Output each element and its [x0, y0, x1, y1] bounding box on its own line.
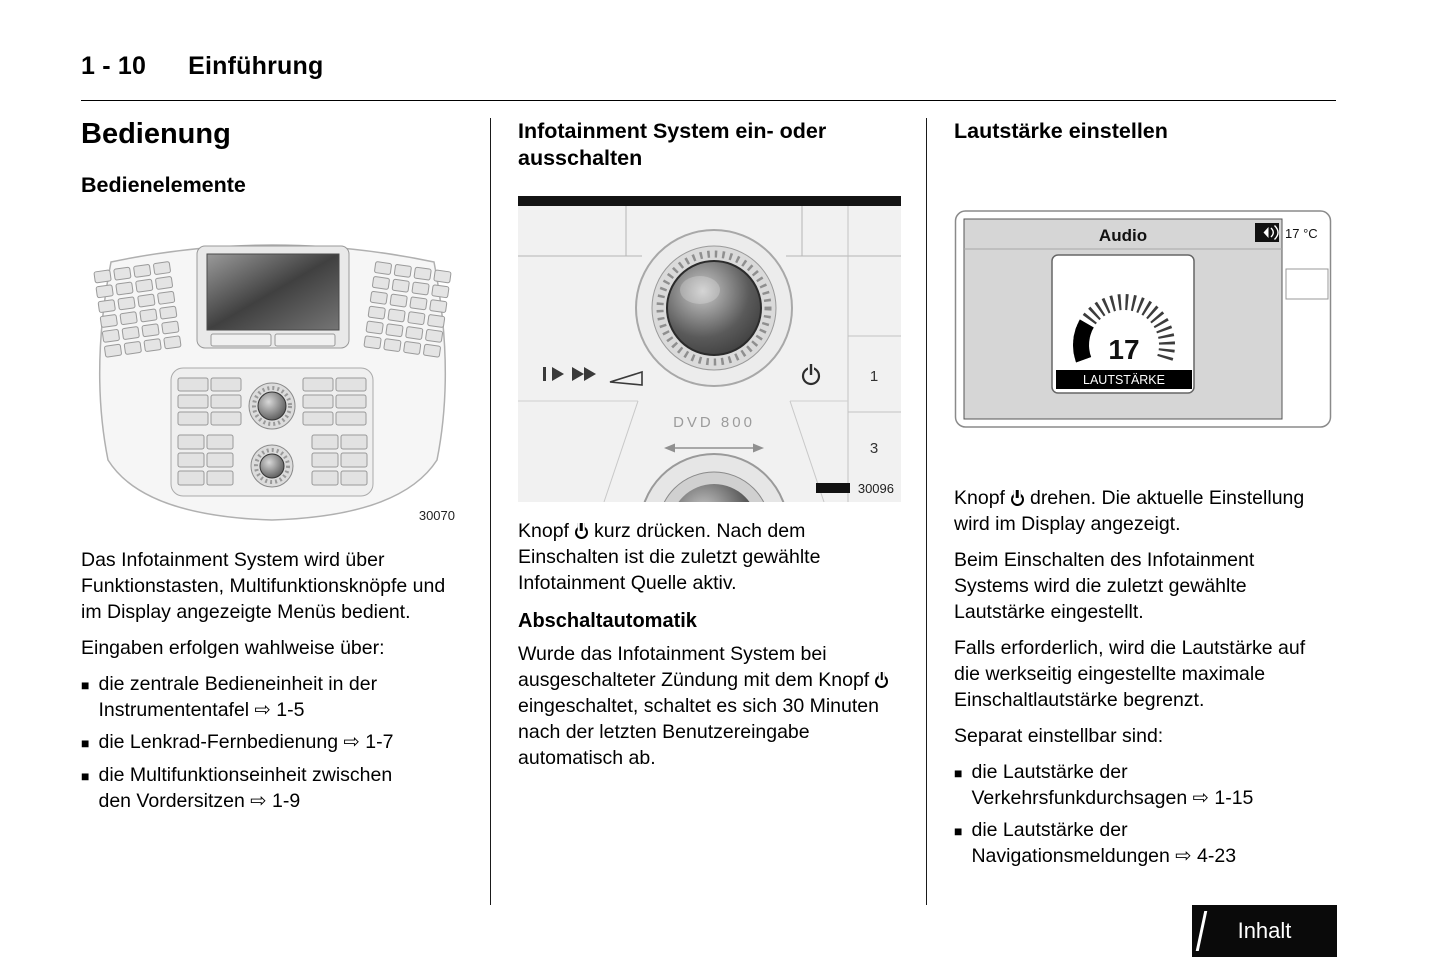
paragraph: Eingaben erfolgen wahlweise über:	[81, 637, 385, 659]
paragraph: Das Infotainment System wird über Funktionstasten, Multifunktionsknöpfe und im Display angezeigte Menüs bedient.	[81, 549, 446, 623]
inhalt-button[interactable]	[1192, 905, 1337, 957]
console-illustration	[81, 220, 464, 531]
text-segment: Knopf	[518, 520, 569, 542]
list-item	[954, 817, 1334, 869]
chapter-title: Einführung	[188, 52, 324, 80]
radio-figure-svg	[518, 196, 901, 502]
list-item-text: die Lautstärke der Navigationsmeldungen ⇨ 4-23	[971, 819, 1237, 867]
list-item-text: die Lautstärke der Verkehrsfunkdurchsagen ⇨ 1-15	[971, 761, 1254, 809]
header-divider	[81, 100, 1336, 101]
column-bedienung	[81, 118, 464, 905]
content-columns	[81, 118, 1334, 905]
paragraph: Falls erforderlich, wird die Lautstärke auf die werkseitig eingestellte maximale Einschaltlautstärke begrenzt.	[954, 637, 1306, 711]
inhalt-label: Inhalt	[1237, 918, 1292, 943]
volume-display-illustration	[954, 207, 1334, 433]
column-lautstaerke	[954, 118, 1334, 905]
paragraph	[518, 518, 900, 596]
column-ein-ausschalten	[518, 118, 900, 905]
power-icon	[875, 675, 888, 688]
paragraph: Beim Einschalten des Infotainment Systems wird die zuletzt gewählte Lautstärke eingestellt.	[954, 549, 1255, 623]
subsection-title: Bedienelemente	[81, 173, 246, 197]
preset-1: 1	[869, 368, 879, 385]
list-item-text: die zentrale Bedieneinheit in der Instrumententafel ⇨ 1-5	[98, 673, 378, 721]
list-item	[954, 759, 1334, 811]
power-icon	[575, 526, 588, 539]
subsection-title: Abschaltautomatik	[518, 610, 697, 632]
volume-value: 17	[1108, 334, 1140, 365]
list-item-text: die Multifunktionseinheit zwischen den Vordersitzen ⇨ 1-9	[98, 764, 393, 812]
display-figure-svg	[954, 207, 1334, 433]
bullet-marker	[81, 729, 89, 756]
list-item-text: die Lenkrad-Fernbedienung ⇨ 1-7	[98, 731, 394, 753]
column-divider	[926, 118, 927, 905]
radio-knob-illustration	[518, 196, 900, 502]
speaker-icon	[1255, 223, 1279, 242]
list-item	[81, 671, 464, 723]
volume-gauge-level	[1081, 324, 1087, 360]
figure-code: 30096	[857, 481, 894, 496]
paragraph: Separat einstellbar sind:	[954, 725, 1164, 747]
section-title: Infotainment System ein- oder ausschalten	[518, 119, 827, 170]
display-source-title: Audio	[1098, 226, 1148, 245]
section-title: Bedienung	[81, 118, 231, 150]
page-header	[81, 52, 323, 81]
temperature-readout: 17 °C	[1285, 226, 1318, 241]
bullet-marker	[954, 759, 962, 811]
text-segment: eingeschaltet, schaltet es sich 30 Minuten nach der letzten Benutzereingabe automatisch ab.	[518, 695, 879, 769]
bullet-marker	[81, 762, 89, 814]
power-icon	[1011, 493, 1024, 506]
figure-code: 30070	[418, 508, 455, 523]
column-divider	[490, 118, 491, 905]
text-segment: Knopf	[954, 487, 1005, 509]
text-segment: drehen. Die aktuelle Einstellung wird im Display angezeigt.	[954, 487, 1305, 535]
page-number: 1 - 10	[81, 52, 147, 80]
bullet-list	[954, 759, 1334, 869]
text-segment: kurz drücken. Nach dem Einschalten ist die zuletzt gewählte Infotainment Quelle aktiv.	[518, 520, 821, 594]
section-title: Lautstärke einstellen	[954, 119, 1168, 143]
console-figure-svg	[81, 220, 464, 531]
preset-3: 3	[869, 440, 879, 457]
bullet-list	[81, 671, 464, 814]
volume-label: LAUTSTÄRKE	[1083, 373, 1165, 387]
paragraph	[518, 641, 900, 771]
device-model: DVD 800	[673, 414, 755, 431]
bullet-marker	[954, 817, 962, 869]
list-item	[81, 762, 464, 814]
bullet-marker	[81, 671, 89, 723]
paragraph	[954, 485, 1334, 537]
list-item	[81, 729, 464, 756]
text-segment: Wurde das Infotainment System bei ausgeschalteter Zündung mit dem Knopf	[518, 643, 870, 691]
